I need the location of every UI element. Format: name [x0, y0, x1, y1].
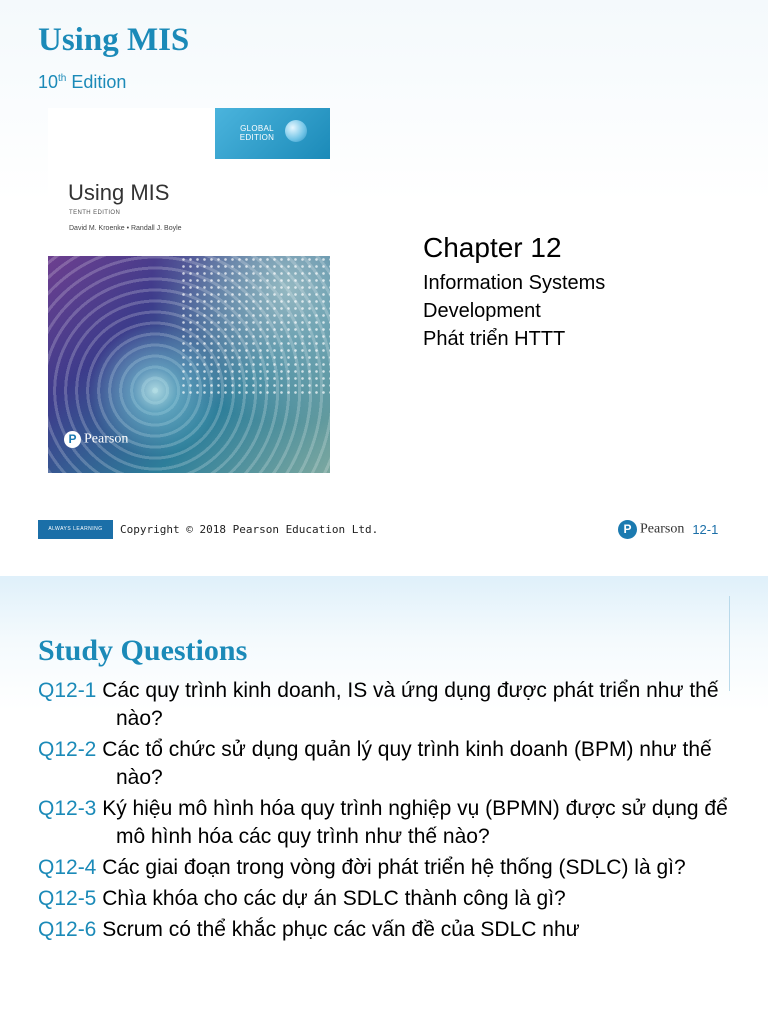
question-text: Ký hiệu mô hình hóa quy trình nghiệp vụ (BPMN) được sử dụng để mô hình hóa các quy trình như thế nào? [96, 797, 728, 848]
question-text: Chìa khóa cho các dự án SDLC thành công là gì? [96, 887, 566, 910]
question-id: Q12-1 [38, 679, 97, 702]
cover-artwork [48, 256, 330, 473]
edition-label: 10th Edition [38, 72, 127, 92]
chapter-title-line: Development [423, 300, 541, 322]
global-edition-badge: GLOBAL EDITION [215, 108, 330, 159]
question-list [38, 677, 738, 947]
study-questions-slide [0, 576, 768, 1024]
cover-authors: David M. Kroenke • Randall J. Boyle [69, 225, 182, 232]
question-text: Các quy trình kinh doanh, IS và ứng dụng được phát triển như thế nào? [96, 679, 719, 730]
chapter-number: Chapter 12 [423, 232, 562, 263]
question-id: Q12-6 [38, 918, 97, 941]
cover-publisher-logo: P Pearson [64, 431, 128, 448]
question-text: Các tổ chức sử dụng quản lý quy trình kinh doanh (BPM) như thế nào? [96, 738, 712, 789]
list-item [38, 736, 738, 792]
dot-pattern [180, 256, 330, 396]
cover-title: Using MIS [68, 180, 170, 205]
question-text: Các giai đoạn trong vòng đời phát triển hệ thống (SDLC) là gì? [96, 856, 686, 879]
cover-subtitle: TENTH EDITION [69, 210, 121, 216]
book-cover [48, 108, 330, 473]
page-number: 12-1 [692, 522, 719, 537]
chapter-title-line: Information Systems [423, 272, 606, 294]
footer-brand: P Pearson 12-1 [618, 520, 718, 539]
slide-title: Study Questions [38, 634, 248, 667]
question-id: Q12-3 [38, 797, 97, 820]
question-id: Q12-5 [38, 887, 97, 910]
question-id: Q12-2 [38, 738, 97, 761]
list-item [38, 885, 738, 913]
copyright-text: Copyright © 2018 Pearson Education Ltd. [120, 523, 379, 536]
pearson-logo-icon: P [64, 431, 81, 448]
question-id: Q12-4 [38, 856, 97, 879]
chapter-title-line: Phát triển HTTT [423, 328, 566, 350]
pearson-logo-icon: P [618, 520, 637, 539]
list-item [38, 677, 738, 733]
book-title: Using MIS [38, 22, 190, 58]
list-item [38, 795, 738, 851]
list-item [38, 854, 738, 882]
globe-icon [285, 120, 307, 142]
list-item [38, 916, 738, 944]
question-text: Scrum có thể khắc phục các vấn đề của SDLC như [96, 918, 580, 941]
always-learning-band: ALWAYS LEARNING [38, 520, 113, 539]
